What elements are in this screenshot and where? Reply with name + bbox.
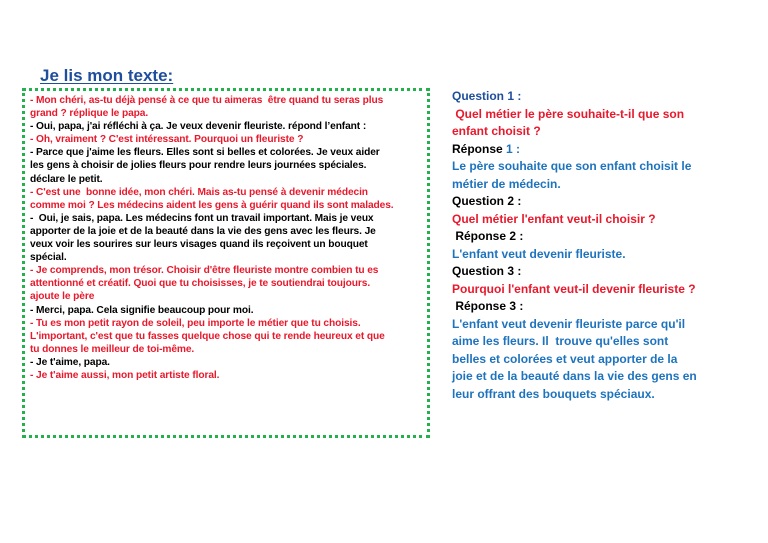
dialog-line: ajoute le père (30, 291, 95, 303)
qa-line: Quel métier le père souhaite-t-il que son (452, 106, 685, 121)
dialog-line: veux voir les sourires sur leurs visages quand ils reçoivent un bouquet (30, 239, 368, 251)
qa-line: leur offrant des bouquets spéciaux. (452, 386, 655, 401)
dialog-line: comme moi ? Les médecins aident les gens à guérir quand ils sont malades. (30, 199, 394, 211)
dialog-line: grand ? réplique le papa. (30, 108, 149, 120)
dialog-line: - Mon chéri, as-tu déjà pensé à ce que tu aimeras être quand tu seras plus (30, 95, 384, 106)
questions-answers (452, 88, 752, 403)
qa-line: Quel métier l'enfant veut-il choisir ? (452, 211, 656, 226)
dialog-line: - Je t'aime aussi, mon petit artiste floral. (30, 369, 220, 381)
qa-line: Pourquoi l'enfant veut-il devenir fleuriste ? (452, 281, 696, 296)
dialog-line: - Oui, papa, j'ai réfléchi à ça. Je veux devenir fleuriste. répond l’enfant : (30, 121, 367, 133)
page-title: Je lis mon texte: (40, 66, 174, 85)
dialog-line: L'important, c'est que tu fasses quelque chose qui te rende heureux et que (30, 330, 385, 342)
qa-line: Réponse 1 : (452, 141, 521, 156)
dialog-line: - Je t'aime, papa. (30, 356, 110, 368)
qa-line: Réponse 3 : (452, 299, 524, 313)
qa-line: Question 2 : (452, 194, 522, 208)
dialog-line: attentionné et créatif. Quoi que tu choisisses, je te soutiendrai toujours. (30, 278, 371, 290)
dialog-line: - Oh, vraiment ? C'est intéressant. Pourquoi un fleuriste ? (30, 134, 304, 146)
qa-line: Le père souhaite que son enfant choisit le (452, 159, 692, 173)
dialog-line: - Oui, je sais, papa. Les médecins font un travail important. Mais je veux (30, 212, 374, 224)
dialog-line: - Tu es mon petit rayon de soleil, peu importe le métier que tu choisis. (30, 317, 361, 329)
qa-line: L'enfant veut devenir fleuriste parce qu'il (452, 316, 686, 331)
qa-line: enfant choisit ? (452, 124, 541, 138)
dialog-line: les gens à choisir de jolies fleurs pour rendre leurs journées spéciales. (30, 160, 367, 172)
qa-line: joie et de la beauté dans la vie des gens en (452, 369, 697, 383)
qa-line: Question 1 : (452, 89, 522, 103)
dialog-line: spécial. (30, 252, 67, 264)
dialog-line: - C'est une bonne idée, mon chéri. Mais as-tu pensé à devenir médecin (30, 186, 368, 198)
dialog-line: - Je comprends, mon trésor. Choisir d'être fleuriste montre combien tu es (30, 265, 379, 277)
dialog-line: tu donnes le meilleur de toi-même. (30, 343, 195, 355)
qa-line: belles et colorées et veut apporter de la (452, 351, 678, 366)
qa-line: métier de médecin. (452, 176, 561, 191)
dialog-line: - Parce que j'aime les fleurs. Elles sont si belles et colorées. Je veux aider (30, 147, 380, 159)
dialog-line: - Merci, papa. Cela signifie beaucoup pour moi. (30, 304, 254, 316)
dialog-line: apporter de la joie et de la beauté dans la vie des gens avec les fleurs. Je (30, 225, 376, 237)
qa-line: Réponse 2 : (452, 229, 524, 243)
dialog-line: déclare le petit. (30, 173, 103, 185)
dialog-text-box (22, 88, 430, 438)
qa-line: Question 3 : (452, 264, 522, 278)
qa-line: L'enfant veut devenir fleuriste. (452, 246, 626, 261)
qa-line: aime les fleurs. Il trouve qu'elles sont (452, 334, 669, 348)
